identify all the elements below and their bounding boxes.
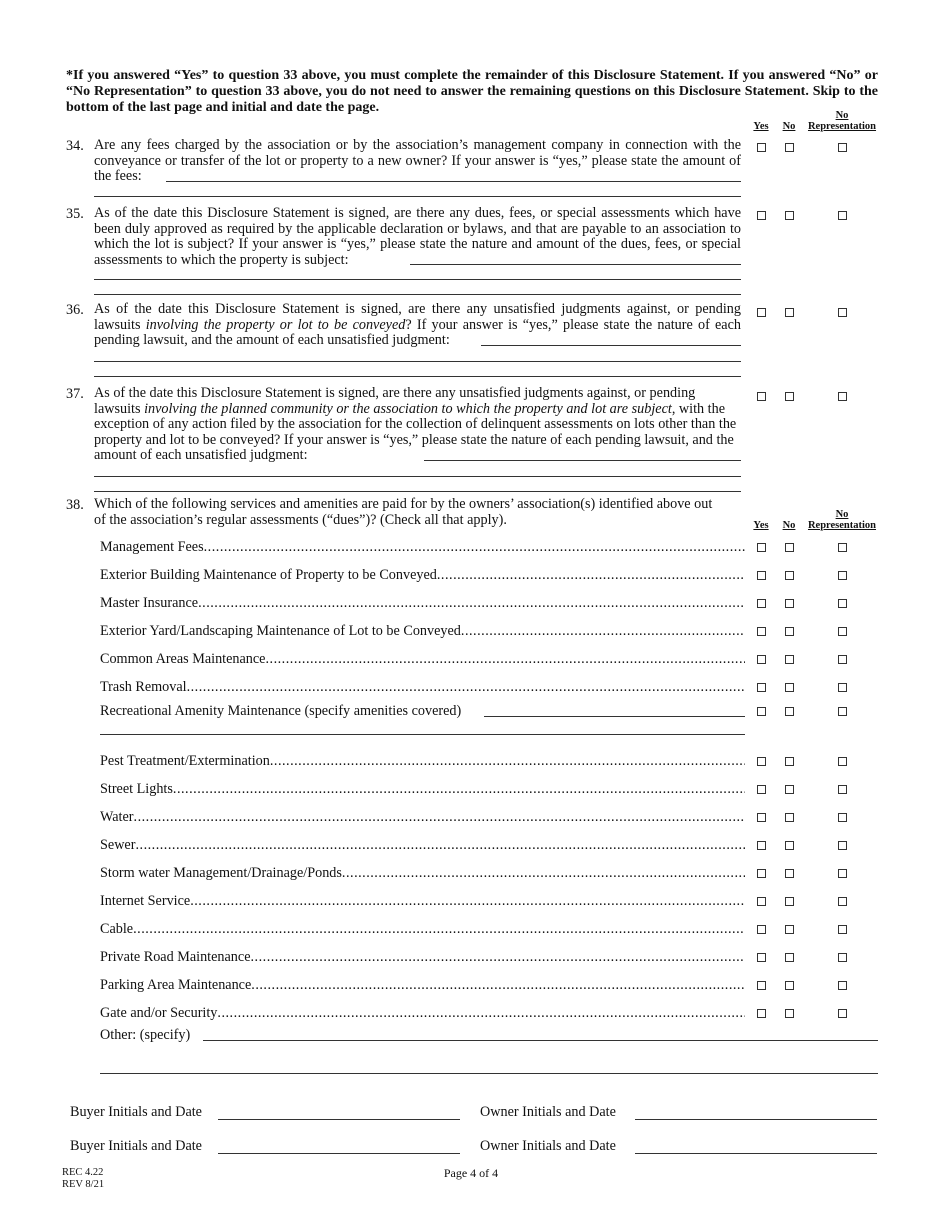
q36-yes-checkbox[interactable] (757, 308, 766, 317)
buyer-initials-line-1[interactable] (218, 1119, 460, 1120)
page-number: Page 4 of 4 (443, 1166, 499, 1180)
col-no-header: No (782, 121, 796, 132)
q35-yes-checkbox[interactable] (757, 211, 766, 220)
service-row (100, 920, 745, 938)
q37-text (94, 386, 741, 464)
service-no-checkbox[interactable] (785, 655, 794, 664)
service-label: Street Lights (100, 781, 173, 797)
service-row (100, 702, 745, 720)
leader-dots (134, 808, 745, 826)
q35-norep-checkbox[interactable] (838, 211, 847, 220)
service-row (100, 948, 745, 966)
leader-dots (198, 594, 745, 612)
other-label: Other: (specify) (100, 1027, 191, 1043)
owner-initials-line-1[interactable] (635, 1119, 877, 1120)
col-norep-line1-2: No (835, 509, 849, 520)
q36-norep-checkbox[interactable] (838, 308, 847, 317)
q38-number: 38. (66, 497, 84, 513)
leader-dots (217, 1004, 745, 1022)
q34-yes-checkbox[interactable] (757, 143, 766, 152)
service-no-checkbox[interactable] (785, 925, 794, 934)
q36-answer-line-1[interactable] (481, 345, 741, 346)
service-yes-checkbox[interactable] (757, 571, 766, 580)
q37-no-checkbox[interactable] (785, 392, 794, 401)
form-number: REC 4.22 (62, 1167, 104, 1178)
service-yes-checkbox[interactable] (757, 543, 766, 552)
service-no-checkbox[interactable] (785, 897, 794, 906)
service-yes-checkbox[interactable] (757, 655, 766, 664)
service-label: Common Areas Maintenance (100, 651, 266, 667)
q36-answer-line-3[interactable] (94, 376, 741, 377)
service-norep-checkbox[interactable] (838, 627, 847, 636)
service-yes-checkbox[interactable] (757, 841, 766, 850)
service-norep-checkbox[interactable] (838, 841, 847, 850)
leader-dots (251, 948, 746, 966)
q34-text-content: Are any fees charged by the association or by the association’s management company in connection with the conveyance or transfer of the lot or property to a new owner? If your answer is “yes,” please state the amount of the fees: (94, 137, 741, 185)
service-no-checkbox[interactable] (785, 599, 794, 608)
q35-number: 35. (66, 206, 84, 222)
service-yes-checkbox[interactable] (757, 897, 766, 906)
col-norep-line2-2: Representation (807, 520, 877, 531)
service-row (100, 594, 745, 612)
leader-dots (270, 752, 745, 770)
leader-dots (342, 864, 745, 882)
q37-text-a: As of the date this Disclosure Statement is signed, are there any unsatisfied judgments against, or pending lawsuits (94, 385, 696, 417)
leader-dots (133, 920, 745, 938)
service-row (100, 1004, 745, 1022)
service-norep-checkbox[interactable] (838, 925, 847, 934)
service-row (100, 976, 745, 994)
q34-number: 34. (66, 138, 84, 154)
service-row (100, 808, 745, 826)
service-no-checkbox[interactable] (785, 869, 794, 878)
service-label: Trash Removal (100, 679, 187, 695)
service-label: Private Road Maintenance (100, 949, 251, 965)
q37-answer-line-2[interactable] (94, 476, 741, 477)
owner-initials-label-1: Owner Initials and Date (480, 1104, 616, 1120)
service-norep-checkbox[interactable] (838, 543, 847, 552)
q37-yes-checkbox[interactable] (757, 392, 766, 401)
q34-text (94, 138, 741, 185)
q36-text-a: As of the date this Disclosure Statement is signed, are there any unsatisfied judgments against, or pending lawsuits (94, 301, 741, 333)
service-row (100, 892, 745, 910)
q35-text (94, 206, 741, 268)
service-norep-checkbox[interactable] (838, 683, 847, 692)
service-norep-checkbox[interactable] (838, 571, 847, 580)
service-label: Management Fees (100, 539, 204, 555)
service-label: Parking Area Maintenance (100, 977, 252, 993)
col-norep-line1: No (835, 110, 849, 121)
col-norep-header (800, 110, 884, 132)
leader-dots (190, 892, 745, 910)
service-norep-checkbox[interactable] (838, 785, 847, 794)
q37-text-emphasis: involving the planned community or the association to which the property and lot are subject (144, 400, 672, 417)
service-label: Pest Treatment/Extermination (100, 753, 270, 769)
q36-number: 36. (66, 302, 84, 318)
service-norep-checkbox[interactable] (838, 655, 847, 664)
service-yes-checkbox[interactable] (757, 1009, 766, 1018)
service-row (100, 622, 745, 640)
q37-text-b: , with the exception of any action filed by the association for the collection of delinquent assessments on lots other than the property and lot to be conveyed? If your answer is “yes,” please state the nature of each pending lawsuit, and the amount of each unsatisfied judgment: (94, 400, 737, 464)
service-yes-checkbox[interactable] (757, 953, 766, 962)
q36-text (94, 302, 741, 349)
service-row (100, 780, 745, 798)
col-norep-line2: Representation (807, 121, 877, 132)
service-row (100, 678, 745, 696)
leader-dots (204, 538, 745, 556)
service-norep-checkbox[interactable] (838, 757, 847, 766)
service-row (100, 650, 745, 668)
q35-answer-line-3[interactable] (94, 294, 741, 295)
service-label: Exterior Yard/Landscaping Maintenance of Lot to be Conveyed (100, 623, 461, 639)
q34-no-checkbox[interactable] (785, 143, 794, 152)
q36-text-b: ? If your answer is “yes,” please state the nature of each pending lawsuit, and the amount of each unsatisfied judgment: (94, 316, 741, 349)
service-yes-checkbox[interactable] (757, 813, 766, 822)
q34-norep-checkbox[interactable] (838, 143, 847, 152)
service-no-checkbox[interactable] (785, 683, 794, 692)
service-no-checkbox[interactable] (785, 571, 794, 580)
service-norep-checkbox[interactable] (838, 897, 847, 906)
service-label: Recreational Amenity Maintenance (specify amenities covered) (100, 703, 462, 719)
q37-number: 37. (66, 386, 84, 402)
service-label: Sewer (100, 837, 136, 853)
leader-dots (437, 566, 745, 584)
intro-instructions: *If you answered “Yes” to question 33 above, you must complete the remainder of this Disclosure Statement. If you answered “No” or “No Representation” to question 33 above, you do not need to answer the remaining questions on this Disclosure Statement. Skip to the bottom of the last page and initial and date the page. (66, 68, 878, 115)
service-yes-checkbox[interactable] (757, 599, 766, 608)
service-no-checkbox[interactable] (785, 707, 794, 716)
service-no-checkbox[interactable] (785, 627, 794, 636)
leader-dots (251, 976, 745, 994)
service-label: Water (100, 809, 134, 825)
q37-answer-line-1[interactable] (424, 460, 741, 461)
q38-text: Which of the following services and amenities are paid for by the owners’ association(s) identified above out of the association’s regular assessments (“dues”)? (Check all that apply). (94, 496, 713, 528)
service-norep-checkbox[interactable] (838, 813, 847, 822)
q37-norep-checkbox[interactable] (838, 392, 847, 401)
service-yes-checkbox[interactable] (757, 707, 766, 716)
q34-answer-line-1[interactable] (166, 181, 741, 182)
form-revision: REV 8/21 (62, 1179, 105, 1190)
service-row (100, 752, 745, 770)
service-yes-checkbox[interactable] (757, 869, 766, 878)
leader-dots (187, 678, 745, 696)
service-yes-checkbox[interactable] (757, 925, 766, 934)
service-label: Exterior Building Maintenance of Property to be Conveyed (100, 567, 437, 583)
service-label: Gate and/or Security (100, 1005, 218, 1021)
service-row (100, 566, 745, 584)
service-norep-checkbox[interactable] (838, 869, 847, 878)
service-no-checkbox[interactable] (785, 841, 794, 850)
leader-dots (265, 650, 745, 668)
service-yes-checkbox[interactable] (757, 683, 766, 692)
col-yes-header-2: Yes (753, 520, 769, 531)
leader-dots (173, 780, 745, 798)
recreational-specify-line-1[interactable] (484, 716, 745, 717)
service-no-checkbox[interactable] (785, 543, 794, 552)
service-row (100, 836, 745, 854)
buyer-initials-label-2: Buyer Initials and Date (70, 1138, 202, 1154)
q35-no-checkbox[interactable] (785, 211, 794, 220)
service-yes-checkbox[interactable] (757, 757, 766, 766)
service-norep-checkbox[interactable] (838, 1009, 847, 1018)
service-row (100, 864, 745, 882)
q36-answer-line-2[interactable] (94, 361, 741, 362)
service-no-checkbox[interactable] (785, 757, 794, 766)
service-norep-checkbox[interactable] (838, 981, 847, 990)
service-yes-checkbox[interactable] (757, 627, 766, 636)
service-yes-checkbox[interactable] (757, 785, 766, 794)
leader-dots (461, 622, 745, 640)
q35-text-content: As of the date this Disclosure Statement is signed, are there any dues, fees, or special assessments which have been duly approved as required by the applicable declaration or bylaws, and that are payable to an association to which the lot is subject? If your answer is “yes,” please state the nature and amount of the dues, fees, or special assessments to which the property is subject: (94, 205, 741, 268)
service-norep-checkbox[interactable] (838, 707, 847, 716)
q35-answer-line-1[interactable] (410, 264, 741, 265)
q34-answer-line-2[interactable] (94, 196, 741, 197)
service-no-checkbox[interactable] (785, 785, 794, 794)
service-label: Storm water Management/Drainage/Ponds (100, 865, 342, 881)
other-specify-line-1[interactable] (203, 1040, 878, 1041)
buyer-initials-line-2[interactable] (218, 1153, 460, 1154)
service-label: Master Insurance (100, 595, 199, 611)
service-no-checkbox[interactable] (785, 953, 794, 962)
col-yes-header: Yes (753, 121, 769, 132)
leader-dots (135, 836, 745, 854)
service-norep-checkbox[interactable] (838, 599, 847, 608)
q36-no-checkbox[interactable] (785, 308, 794, 317)
service-no-checkbox[interactable] (785, 813, 794, 822)
q35-answer-line-2[interactable] (94, 279, 741, 280)
other-specify-line-2[interactable] (100, 1073, 878, 1074)
recreational-specify-line-2[interactable] (100, 734, 745, 735)
owner-initials-line-2[interactable] (635, 1153, 877, 1154)
service-label: Internet Service (100, 893, 191, 909)
service-no-checkbox[interactable] (785, 1009, 794, 1018)
owner-initials-label-2: Owner Initials and Date (480, 1138, 616, 1154)
q37-answer-line-3[interactable] (94, 491, 741, 492)
col-norep-header-2 (800, 509, 884, 531)
col-no-header-2: No (782, 520, 796, 531)
q36-text-emphasis: involving the property or lot to be conveyed (145, 316, 406, 333)
service-norep-checkbox[interactable] (838, 953, 847, 962)
service-label: Cable (100, 921, 134, 937)
buyer-initials-label-1: Buyer Initials and Date (70, 1104, 202, 1120)
service-no-checkbox[interactable] (785, 981, 794, 990)
service-row (100, 538, 745, 556)
service-yes-checkbox[interactable] (757, 981, 766, 990)
